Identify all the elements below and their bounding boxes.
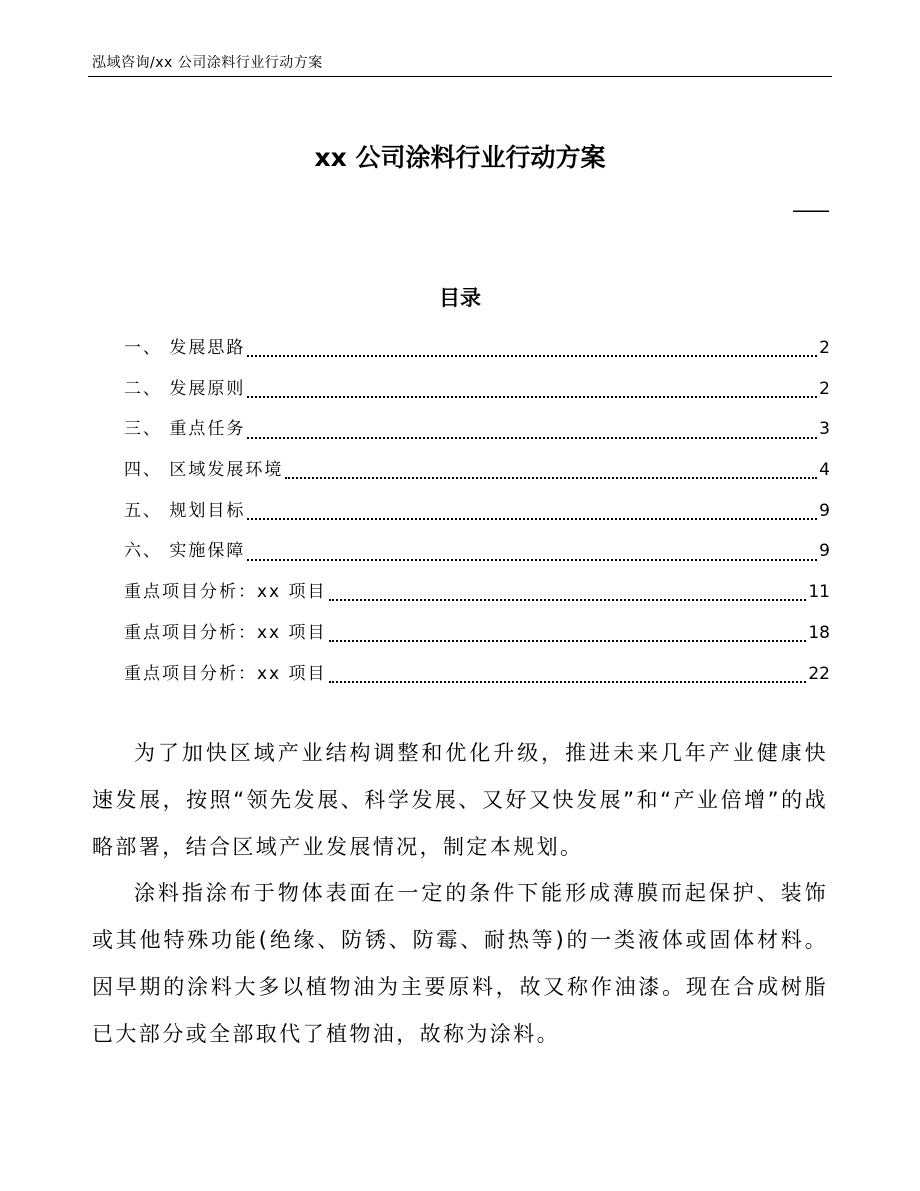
toc-entry-page: 11 bbox=[808, 582, 830, 603]
toc-heading: 目录 bbox=[439, 286, 481, 310]
toc-entry-7[interactable] bbox=[124, 572, 830, 613]
toc-entry-page: 22 bbox=[808, 663, 830, 684]
body-paragraph-definition: 涂料指涂布于物体表面在一定的条件下能形成薄膜而起保护、装饰或其他特殊功能(绝缘、防锈、防霉、耐热等)的一类液体或固体材料。因早期的涂料大多以植物油为主要原料，故又称作油漆。现在合成树脂已大部分或全部取代了植物油，故称为涂料。 bbox=[92, 881, 828, 1046]
toc-entry-1[interactable] bbox=[124, 328, 830, 369]
toc-entry-label: 二、 发展原则 bbox=[124, 378, 246, 399]
toc-entry-5[interactable] bbox=[124, 491, 830, 532]
toc-entry-2[interactable] bbox=[124, 369, 830, 410]
toc-leader-dots bbox=[329, 681, 807, 683]
header-rule bbox=[88, 76, 832, 77]
toc-entry-page: 2 bbox=[819, 338, 830, 358]
toc-entry-label: 重点项目分析：xx 项目 bbox=[124, 663, 327, 684]
toc-leader-dots bbox=[247, 355, 817, 357]
table-of-contents bbox=[124, 328, 830, 694]
toc-entry-label: 五、 规划目标 bbox=[124, 500, 246, 521]
toc-entry-label: 四、 区域发展环境 bbox=[124, 460, 284, 481]
document-title: xx 公司涂料行业行动方案 bbox=[314, 143, 606, 172]
toc-entry-page: 9 bbox=[819, 541, 830, 562]
toc-entry-label: 重点项目分析：xx 项目 bbox=[124, 582, 327, 603]
body-paragraph-intro: 为了加快区域产业结构调整和优化升级，推进未来几年产业健康快速发展，按照“领先发展、科学发展、又好又快发展”和“产业倍增”的战略部署，结合区域产业发展情况，制定本规划。 bbox=[92, 741, 828, 859]
toc-leader-dots bbox=[247, 559, 817, 561]
toc-entry-label: 重点项目分析：xx 项目 bbox=[124, 622, 327, 643]
toc-entry-label: 三、 重点任务 bbox=[124, 419, 246, 440]
toc-leader-dots bbox=[247, 437, 817, 439]
toc-entry-label: 六、 实施保障 bbox=[124, 541, 246, 562]
toc-entry-8[interactable] bbox=[124, 613, 830, 654]
toc-entry-page: 2 bbox=[819, 378, 830, 399]
body-text bbox=[92, 730, 828, 1058]
running-header: 泓域咨询/xx 公司涂料行业行动方案 bbox=[92, 55, 323, 71]
toc-leader-dots bbox=[285, 477, 817, 479]
toc-entry-page: 3 bbox=[819, 419, 830, 440]
toc-entry-page: 18 bbox=[808, 622, 830, 643]
toc-leader-dots bbox=[329, 599, 807, 601]
title-dash: —— bbox=[792, 198, 828, 222]
toc-leader-dots bbox=[247, 396, 817, 398]
toc-entry-3[interactable] bbox=[124, 409, 830, 450]
toc-entry-label: 一、 发展思路 bbox=[124, 338, 246, 358]
toc-leader-dots bbox=[329, 640, 807, 642]
toc-entry-6[interactable] bbox=[124, 531, 830, 572]
toc-entry-9[interactable] bbox=[124, 654, 830, 695]
toc-entry-4[interactable] bbox=[124, 450, 830, 491]
toc-entry-page: 9 bbox=[819, 500, 830, 521]
toc-entry-page: 4 bbox=[819, 460, 830, 481]
toc-leader-dots bbox=[247, 518, 817, 520]
